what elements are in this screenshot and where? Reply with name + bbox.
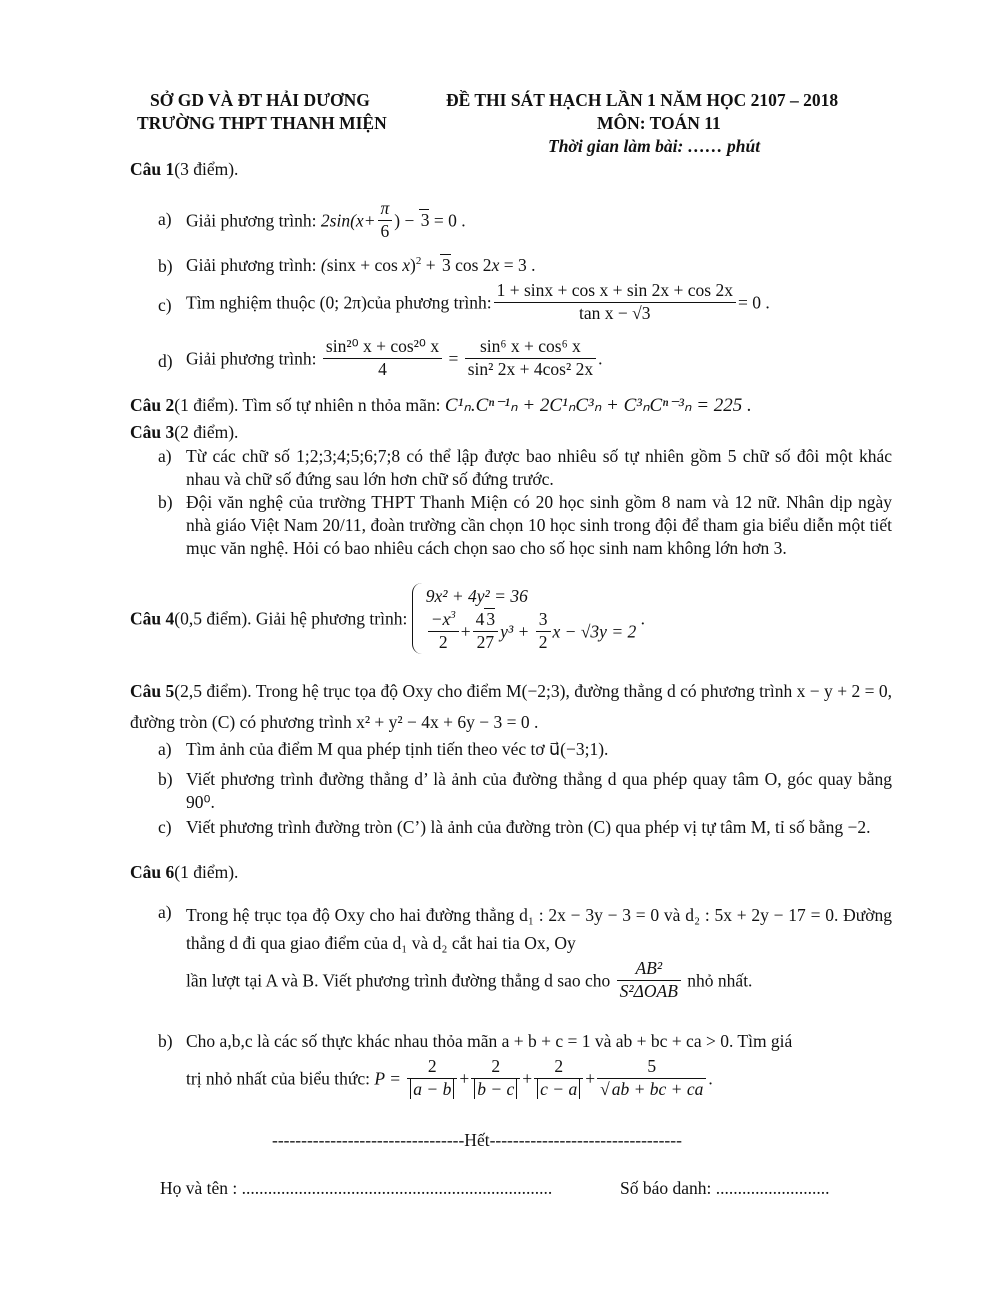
q1d-denominator-left: 4	[378, 358, 387, 379]
question-2	[130, 395, 752, 417]
school-department: SỞ GD VÀ ĐT HẢI DƯƠNG	[150, 90, 370, 110]
question-1-heading	[130, 159, 238, 179]
q6a-text: Trong hệ trục tọa độ Oxy cho hai đường thẳng d₁ : 2x − 3y − 3 = 0 và d₂ : 5x + 2y − 17 = 0. Đường thẳng d đi qua giao điểm của d₁ và d₂ cắt hai tia Ox, Oy	[186, 905, 892, 953]
q1c-denominator: tan x − √3	[579, 302, 651, 323]
q1d-item: Giải phương trình: $\frac{\text{sin²⁰ x + cos²⁰ x}}{4}$ = $\frac{\text{sin⁶ x + cos⁶ x}}{\text{sin² 2x + 4cos² 2x}}$ .	[186, 336, 603, 379]
q5a-text: Tìm ảnh của điểm M qua phép tịnh tiến theo véc tơ u⃗(−3;1).	[186, 739, 609, 759]
q5b-label: b)	[158, 769, 173, 789]
question-6-title: Câu 6	[130, 862, 175, 882]
school-name: TRƯỜNG THPT THANH MIỆN	[137, 113, 387, 133]
question-3-title: Câu 3	[130, 422, 175, 442]
q6b-frac4-den: ab + bc + ca	[611, 1078, 704, 1099]
q6b-frac4-num: 5	[597, 1056, 706, 1079]
q6a-text3: nhỏ nhất.	[687, 970, 753, 991]
exam-subject: MÔN: TOÁN 11	[597, 113, 721, 133]
q6a-text2: lần lượt tại A và B. Viết phương trình đường thẳng d sao cho	[186, 970, 611, 991]
q1c-item	[186, 280, 770, 325]
question-2-points: (1 điểm).	[174, 395, 239, 415]
question-1-title: Câu 1	[130, 159, 175, 179]
q6b-frac4: $\frac{5}{√ ab + bc + ca}$	[597, 1056, 706, 1101]
q5c-text: Viết phương trình đường tròn (C’) là ảnh của đường tròn (C) qua phép vị tự tâm M, tỉ số bằng −2.	[186, 817, 871, 837]
question-4: Câu 4(0,5 điểm). Giải hệ phương trình: 9x² + 4y² = 36 $\frac{-x^3}{2}$ + $\frac{4 3}{27}$ y³ + $\frac{3}{2}$ x − √3y = 2 .	[130, 583, 645, 654]
question-3-points: (2 điểm).	[174, 422, 239, 442]
q5a-label: a)	[158, 739, 172, 759]
question-5-intro	[130, 676, 892, 738]
q1d-fraction-right	[465, 336, 596, 381]
candidate-name-field: Họ và tên : .......................................................................	[160, 1178, 553, 1198]
q1a-equation: 2sin(x+	[320, 210, 376, 231]
question-4-title: Câu 4	[130, 608, 175, 629]
q1d-label: d)	[158, 351, 173, 371]
left-brace	[412, 583, 423, 654]
question-4-points: (0,5 điểm).	[174, 608, 252, 629]
q6b-text1: Cho a,b,c là các số thực khác nhau thỏa mãn a + b + c = 1 và ab + bc + ca > 0. Tìm giá	[186, 1031, 793, 1051]
question-4-text: Giải hệ phương trình:	[255, 608, 408, 629]
q1d-denominator-right: sin² 2x + 4cos² 2x	[467, 358, 594, 379]
system-eq2-end: x − √3y = 2	[552, 621, 637, 642]
q6b-frac1	[407, 1056, 457, 1101]
q6b-frac2-num: 2	[471, 1056, 520, 1079]
q1c-fraction	[494, 280, 736, 325]
q6b-frac1-den: a − b	[410, 1079, 454, 1099]
question-6-points: (1 điểm).	[174, 862, 239, 882]
q3a-text: Từ các chữ số 1;2;3;4;5;6;7;8 có thể lập được bao nhiêu số tự nhiên gồm 5 chữ số đôi một khác nhau và chữ số đứng sau lớn hơn chữ số đứng trước.	[186, 446, 892, 489]
system-eq2: $\frac{-x^3}{2}$ + $\frac{4 3}{27}$ y³ + $\frac{3}{2}$ x − √3y = 2	[426, 609, 637, 654]
q1c-text2: của phương trình:	[366, 292, 492, 313]
q6b-frac1-num: 2	[407, 1056, 457, 1079]
q1d-numerator-right: sin⁶ x + cos⁶ x	[465, 336, 596, 359]
q6b-line2: trị nhỏ nhất của biểu thức: P = $\frac{2}{a - b}$ + $\frac{2}{b - c}$ + $\frac{2}{c - a}$ + $\frac{5}{√ ab + bc + ca}$ .	[186, 1056, 713, 1099]
q1a-label: a)	[158, 209, 172, 229]
exam-duration: Thời gian làm bài: …… phút	[548, 136, 761, 156]
q6a-numerator: AB²	[617, 958, 681, 981]
q5b-text: Viết phương trình đường thẳng d’ là ảnh của đường thẳng d qua phép quay tâm O, góc quay bằng 90⁰.	[186, 769, 892, 812]
q1b-text: Giải phương trình:	[186, 255, 317, 275]
q6b-text2: trị nhỏ nhất của biểu thức:	[186, 1068, 370, 1089]
q1c-numerator: 1 + sinx + cos x + sin 2x + cos 2x	[494, 280, 736, 303]
q6a-denominator: S²ΔOAB	[619, 980, 678, 1001]
question-2-equation: C¹ₙ.Cⁿ⁻¹ₙ + 2C¹ₙC³ₙ + C³ₙCⁿ⁻³ₙ = 225 .	[444, 395, 752, 416]
question-2-title: Câu 2	[130, 395, 175, 415]
equation-system	[412, 583, 637, 654]
q1a-text: Giải phương trình:	[186, 210, 317, 231]
q6b-frac2-den: b − c	[474, 1079, 517, 1099]
q6b-frac2	[471, 1056, 520, 1101]
question-3-heading	[130, 422, 238, 442]
q3b-text: Đội văn nghệ của trường THPT Thanh Miện có 20 học sinh gồm 8 nam và 12 nữ. Nhân dịp ngày nhà giáo Việt Nam 20/11, đoàn trường cần chọn 10 học sinh trong đội để tham gia biểu diễn một tiết mục văn nghệ. Hỏi có bao nhiêu cách chọn sao cho số học sinh nam không lớn hơn 3.	[186, 492, 892, 558]
q6a-label: a)	[158, 902, 172, 922]
question-5-points: (2,5 điểm).	[174, 681, 252, 701]
q1c-interval: (0; 2π)	[319, 292, 367, 313]
q1c-label: c)	[158, 295, 172, 315]
candidate-number-field: Số báo danh: ..........................	[620, 1178, 830, 1198]
question-1-points: (3 điểm).	[174, 159, 239, 179]
question-5-title: Câu 5	[130, 681, 175, 701]
q1a-item: Giải phương trình: 2sin(x+ $\frac{\pi}{6}$ ) − 3 = 0 .	[186, 198, 466, 241]
q3b-label: b)	[158, 492, 173, 512]
exam-title: ĐỀ THI SÁT HẠCH LẦN 1 NĂM HỌC 2107 – 2018	[446, 90, 839, 110]
q6a-fraction	[617, 958, 681, 1003]
q6b-frac3-den: c − a	[537, 1079, 580, 1099]
system-eq1: 9x² + 4y² = 36	[425, 586, 528, 606]
question-6-heading	[130, 862, 238, 882]
q1b-label: b)	[158, 256, 173, 276]
q1c-rhs: = 0 .	[737, 292, 770, 313]
q6b-label: b)	[158, 1031, 173, 1051]
q1b-item: Giải phương trình: $(\sin x + \cos x)^2 + 3$ cos 2x = 3 .	[186, 255, 536, 275]
q6a-line3	[186, 958, 752, 1003]
end-marker: ---------------------------------Hết---------------------------------	[272, 1130, 682, 1150]
pi-over-6-fraction: $\frac{\pi}{6}$	[378, 198, 393, 243]
question-5-text: Trong hệ trục tọa độ Oxy cho điểm M(−2;3), đường thẳng d có phương trình x − y + 2 = 0, đường tròn (C) có phương trình x² + y² − 4x + 6y − 3 = 0 .	[130, 681, 893, 732]
q5c-label: c)	[158, 817, 172, 837]
q1c-text: Tìm nghiệm thuộc	[186, 292, 316, 313]
q1d-numerator-left: sin²⁰ x + cos²⁰ x	[323, 336, 442, 359]
system-eq2-y3: y³ +	[500, 621, 534, 642]
q1d-fraction-left	[323, 336, 442, 381]
q6b-frac3	[534, 1056, 583, 1101]
q1d-text: Giải phương trình:	[186, 348, 317, 369]
q6b-frac3-num: 2	[534, 1056, 583, 1079]
question-2-text: Tìm số tự nhiên n thỏa mãn:	[242, 395, 441, 415]
q3a-label: a)	[158, 446, 172, 466]
q6b-P: P =	[374, 1068, 401, 1089]
